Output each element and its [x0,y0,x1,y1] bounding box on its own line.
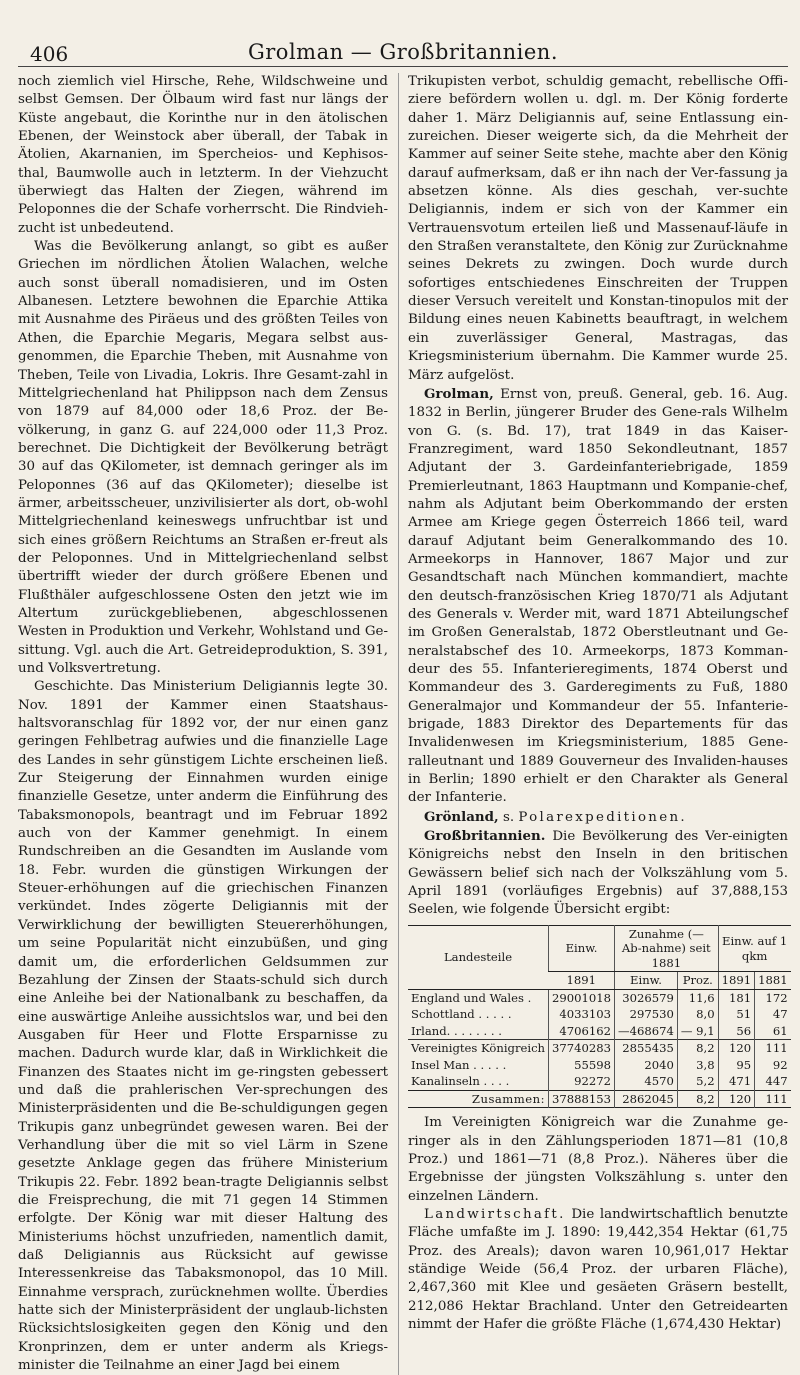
cell-einw: 29001018 [549,989,615,1006]
paragraph: Trikupisten verbot, schuldig gemacht, rebellische Offi-ziere befördern wollen u. dgl. m. Der König forderte daher 1. März Deligiannis auf, seine Entlassung ein-zureichen. Dieser weigerte sich, da die Mehrheit der Kammer auf seiner Seite stehe, machte aber den König darauf aufmerksam, daß er ihn nach der Ver-fassung ja absetzen könne. Als dies geschah, ver-suchte Deligiannis, indem er sich von der Kammer ein Vertrauensvotum erteilen ließ und Massenauf-läufe in den Straßen veranstaltete, den König zur Zurücknahme seines Dekrets zu zwingen. Doch wurde durch sofortiges entschiedenes Einschreiten der Truppen dieser Versuch vereitelt und Konstan-tinopulos mit der Bildung eines neuen Kabinetts beauftragt, in welchem ein zuverlässiger General, Mastragas, das Kriegsministerium übernahm. Die Kammer wurde 25. März aufgelöst. [408,74,788,383]
right-column [398,73,788,1375]
cell-dichte-1891: 120 [718,1040,755,1057]
cell-zunahme-proz: 11,6 [677,989,718,1006]
cell-name: Vereinigtes Königreich [408,1040,549,1057]
page-number: 406 [30,42,69,66]
paragraph: noch ziemlich viel Hirsche, Rehe, Wildschweine und selbst Gemsen. Der Ölbaum wird fast nur längs der Küste angebaut, die Korinthe nur in den ätolischen Ebenen, der Weinstock aber überall, der Tabak in Ätolien, Akarnanien, im Spercheios- und Kephisos-thal, Baumwolle auch in letzterm. In der Viehzucht überwiegt das Halten der Ziegen, während im Peloponnes die der Schafe vorherrscht. Die Rindvieh-zucht ist unbedeutend. [18,74,388,236]
paragraph: Im Vereinigten Königreich war die Zunahme ge-ringer als in den Zählungsperioden 1871—81 (10,8 Proz.) und 1861—71 (8,8 Proz.). Näheres über die Ergebnisse der jüngsten Volkszählung s. unter den einzelnen Ländern. [408,1115,788,1204]
cell-zunahme-einw: 4570 [615,1073,678,1090]
cell-dichte-1881: 111 [755,1040,791,1057]
cell-zunahme-proz: 3,8 [677,1057,718,1074]
cell-dichte-1881: 92 [755,1057,791,1074]
cell-dichte-1891: 51 [718,1006,755,1023]
see-reference-marker: s. [502,809,515,825]
col-header-year-1891: 1891 [549,972,615,990]
entry-groenland [408,808,788,827]
cell-zunahme-proz: 8,0 [677,1006,718,1023]
col-header-zunahme: Zunahme (— Ab-nahme) seit 1881 [615,925,719,972]
col-header-landesteile: Landesteile [408,925,549,989]
cell-dichte-1881: 447 [755,1073,791,1090]
cell-einw: 4033103 [549,1006,615,1023]
cell-zunahme-proz: 8,2 [677,1040,718,1057]
cell-zunahme-einw: —468674 [615,1023,678,1040]
section-landwirtschaft [408,1206,788,1334]
cell-total-dichte-1881: 111 [755,1090,791,1108]
cell-name: Insel Man . . . . . [411,1057,507,1072]
col-header-dichte: Einw. auf 1 qkm [718,925,791,972]
section-label: Landwirtschaft. [424,1207,566,1223]
cell-name: England und Wales . [411,990,532,1005]
cross-reference: Polarexpeditionen. [518,809,687,825]
cell-total-label: Zusammen: [408,1090,549,1108]
table-row [408,989,791,1006]
population-table [408,925,791,1109]
cell-dichte-1891: 95 [718,1057,755,1074]
cell-zunahme-einw: 2855435 [615,1040,678,1057]
cell-zunahme-proz: — 9,1 [677,1023,718,1040]
cell-total-zunahme-proz: 8,2 [677,1090,718,1108]
lemma-grossbritannien: Großbritannien. [424,828,546,845]
col-header-einw: Einw. [549,925,615,972]
paragraph: Geschichte. Das Ministerium Deligiannis legte 30. Nov. 1891 der Kammer einen Staatshaus-haltsvoranschlag für 1892 vor, der nur einen ganz geringen Fehlbetrag aufwies und die finanzielle Lage des Landes in sehr günstigem Lichte erscheinen ließ. Zur Steigerung der Einnahmen wurden einige finanzielle Gesetze, unter anderm die Einführung des Tabaksmonopols, beantragt und im Februar 1892 auch von der Kammer genehmigt. In einem Rundschreiben an die Gesandten im Auslande vom 18. Febr. wurden die günstigen Wirkungen der Steuer-erhöhungen auf die griechischen Finanzen verkündet. Indes zögerte Deligiannis mit der Verwirklichung der bewilligten Steuererhöhungen, um seine Popularität nicht einzubüßen, und ging damit um, die erforderlichen Geldsummen zur Bezahlung der Zinsen der Staats-schuld sich durch eine Anleihe bei der Nationalbank zu beschaffen, da eine auswärtige Anleihe aussichtslos war, und bei den Ausgaben für Heer und Flotte Ersparnisse zu machen. Dadurch wurde klar, daß in Wirklichkeit die Finanzen des Staates nicht im ge-ringsten gebessert und daß die prahlerischen Ver-sprechungen des Ministerpräsidenten und die Be-schuldigungen gegen Trikupis ganz unbegründet gewesen waren. Bei der Verhandlung über die mit so viel Lärm in Szene gesetzte Anklage gegen das frühere Ministerium Trikupis 22. Febr. 1892 bean-tragte Deligiannis selbst die Freisprechung, die mit 71 gegen 14 Stimmen erfolgte. Der König war mit dieser Haltung des Ministeriums höchst unzufrieden, namentlich damit, daß Deligiannis aus Rücksicht auf gewisse Interessenkreise das Tabaksmonopol, das 10 Mill. Einnahme versprach, zurücknehmen wollte. Überdies hatte sich der Ministerpräsident der unglaub-lichsten Rücksichtslosigkeiten gegen den König und den Kronprinzen, dem er unter anderm als Kriegs-minister die Teilnahme an einer Jagd bei einem [18,679,388,1374]
page-header [18,30,788,67]
entry-text: Die Bevölkerung des Ver-einigten Königreichs nebst den Inseln in den britischen Gewässern belief sich nach der Volkszählung vom 5. April 1891 (vorläufiges Ergebnis) auf 37,888,153 Seelen, wie folgende Übersicht ergibt: [408,829,789,918]
lemma-groenland: Grönland, [424,808,499,825]
col-header-zunahme-einw: Einw. [615,972,678,990]
entry-grossbritannien [408,827,788,920]
table-total-row [408,1090,791,1108]
cell-einw: 37740283 [549,1040,615,1057]
section-text: Die landwirtschaftlich benutzte Fläche umfaßte im J. 1890: 19,442,354 Hektar (61,75 Proz. des Areals); davon waren 10,961,017 Hektar ständige Weide (56,4 Proz. der urbaren Fläche), 2,467,360 mit Klee und gesäeten Gräsern bestellt, 212,086 Hektar Brachland. Unter den Getreidearten nimmt der Hafer die größte Fläche (1,674,430 Hektar) [408,1207,788,1333]
cell-dichte-1891: 181 [718,989,755,1006]
cell-zunahme-proz: 5,2 [677,1073,718,1090]
cell-einw: 55598 [549,1057,615,1074]
cell-zunahme-einw: 297530 [615,1006,678,1023]
cell-name: Kanalinseln . . . . [411,1074,510,1089]
cell-total-einw: 37888153 [549,1090,615,1108]
cell-name: Irland. . . . . . . . [411,1023,502,1038]
col-header-zunahme-proz: Proz. [677,972,718,990]
cell-dichte-1881: 172 [755,989,791,1006]
paragraph: Was die Bevölkerung anlangt, so gibt es außer Griechen im nördlichen Ätolien Walachen, welche auch sonst überall nomadisieren, und im Osten Albanesen. Letztere bewohnen die Eparchie Attika mit Ausnahme des Piräeus und des größten Teiles von Athen, die Eparchie Megaris, Megara selbst aus-genommen, die Eparchie Theben, mit Ausnahme von Theben, Teile von Livadia, Lokris. Ihre Gesamt-zahl in Mittelgriechenland hat Philippson nach dem Zensus von 1879 auf 84,000 oder 18,6 Proz. der Be-völkerung, in ganz G. auf 224,000 oder 11,3 Proz. berechnet. Die Dichtigkeit der Bevölkerung beträgt 30 auf das QKilometer, ist demnach geringer als im Peloponnes (36 auf das QKilometer); dieselbe ist ärmer, arbeitsscheuer, unzivilisierter als dort, ob-wohl Mittelgriechenland keineswegs unfruchtbar ist und sich eines größern Reichtums an Straßen er-freut als der Peloponnes. Und in Mittelgriechenland selbst übertrifft wieder der durch größere Ebenen und Flußthäler aufgeschlossene Osten den jetzt wie im Altertum zurückgebliebenen, abgeschlossenen Westen in Produktion und Verkehr, Wohlstand und Ge-sittung. Vgl. auch die Art. Getreideproduktion, S. 391, und Volksvertretung. [18,239,388,676]
table-row [408,1057,791,1074]
table-row [408,1006,791,1023]
left-column [18,73,388,1375]
cell-zunahme-einw: 3026579 [615,989,678,1006]
cell-einw: 4706162 [549,1023,615,1040]
cell-zunahme-einw: 2040 [615,1057,678,1074]
text-columns [18,73,788,1375]
cell-name: Schottland . . . . . [411,1007,512,1022]
table-row [408,1073,791,1090]
table-row [408,1023,791,1040]
cell-dichte-1881: 61 [755,1023,791,1040]
running-title: Grolman — Großbritannien. [247,40,559,64]
cell-dichte-1891: 471 [718,1073,755,1090]
cell-total-dichte-1891: 120 [718,1090,755,1108]
col-header-dichte-1891: 1891 [718,972,755,990]
entry-grolman [408,385,788,808]
table-row [408,1040,791,1057]
lemma-grolman: Grolman, [424,385,494,402]
cell-dichte-1881: 47 [755,1006,791,1023]
cell-dichte-1891: 56 [718,1023,755,1040]
cell-einw: 92272 [549,1073,615,1090]
col-header-dichte-1881: 1881 [755,972,791,990]
cell-total-zunahme-einw: 2862045 [615,1090,678,1108]
entry-text: Ernst von, preuß. General, geb. 16. Aug. 1832 in Berlin, jüngerer Bruder des Gene-rals Wilhelm von G. (s. Bd. 17), trat 1849 in das Kaiser-Franzregiment, ward 1850 Sekondleutnant, 1857 Adjutant der 3. Gardeinfanteriebrigade, 1859 Premierleutnant, 1863 Hauptmann und Kompanie-chef, nahm als Adjutant beim Oberkommando der ersten Armee am Kriege gegen Österreich 1866 teil, ward darauf Adjutant beim Generalkommando des 10. Armeekorps in Hannover, 1867 Major und zur Gesandtschaft nach München kommandiert, machte den deutsch-französischen Krieg 1870/71 als Adjutant des Generals v. Werder mit, ward 1871 Abteilungschef im Großen Generalstab, 1872 Oberstleutnant und Ge-neralstabschef des 10. Armeekorps, 1873 Komman-deur des 55. Infanterieregiments, 1874 Oberst und Kommandeur des 3. Garderegiments zu Fuß, 1880 Generalmajor und Kommandeur der 55. Infanterie-brigade, 1883 Direktor des Departements für das Invalidenwesen im Kriegsministerium, 1885 Gene-ralleutnant und 1889 Gouverneur des Invaliden-hauses in Berlin; 1890 erhielt er den Charakter als General der Infanterie. [408,386,788,806]
